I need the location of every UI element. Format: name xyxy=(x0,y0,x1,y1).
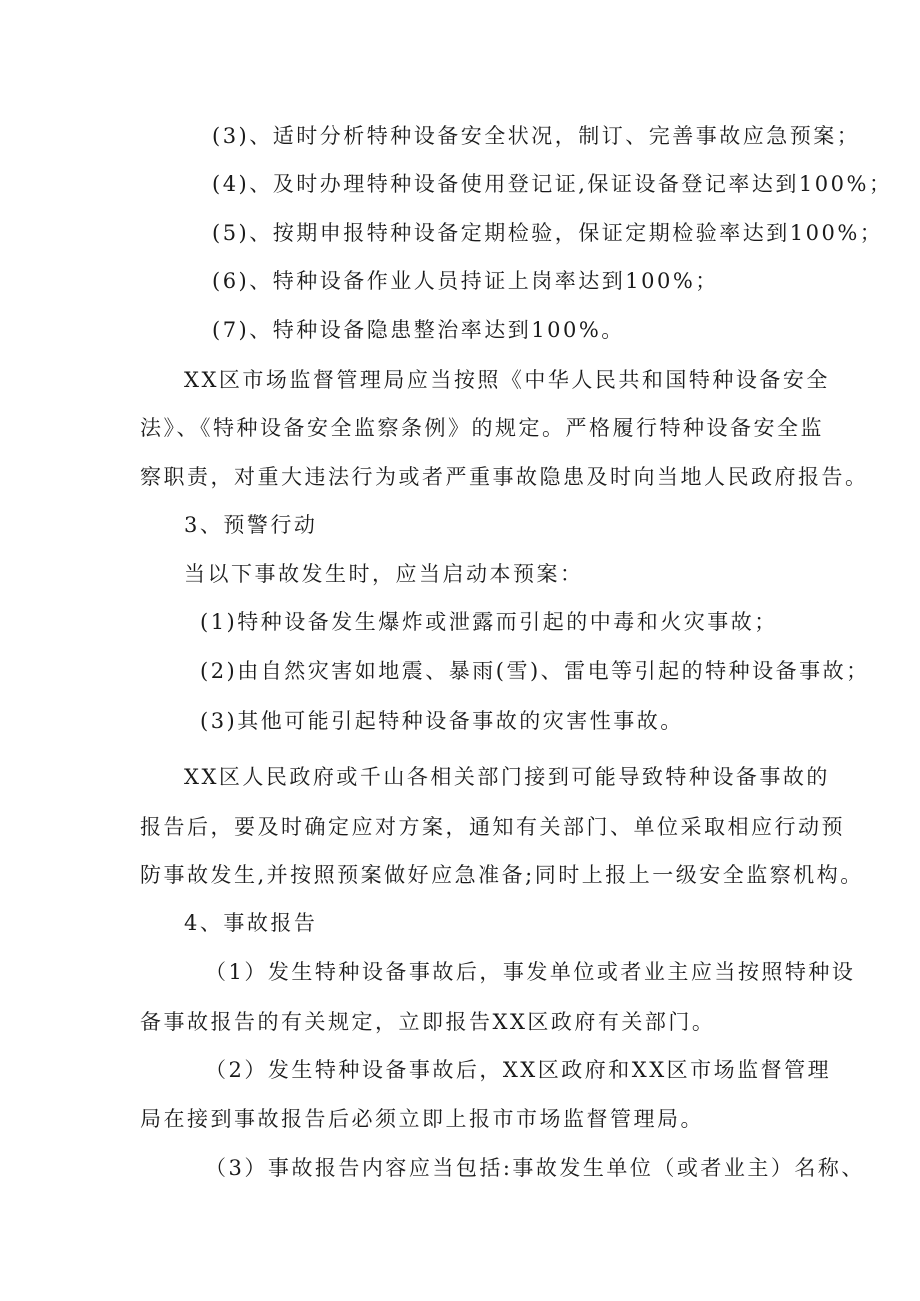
paragraph-line: XX区人民政府或千山各相关部门接到可能导致特种设备事故的 xyxy=(184,765,830,789)
report-item-line: 局在接到事故报告后必须立即上报市市场监督管理局。 xyxy=(140,1107,704,1131)
report-item-line: （1）发生特种设备事故后，事发单位或者业主应当按照特种设 xyxy=(205,960,856,984)
report-item-line: （3）事故报告内容应当包括:事故发生单位（或者业主）名称、 xyxy=(205,1156,865,1180)
list-item: (5)、按期申报特种设备定期检验，保证定期检验率达到100%； xyxy=(212,221,884,245)
section-heading: 4、事故报告 xyxy=(184,911,318,935)
list-item: (3)其他可能引起特种设备事故的灾害性事故。 xyxy=(200,709,684,733)
list-item: (3)、适时分析特种设备安全状况，制订、完善事故应急预案； xyxy=(212,124,861,148)
list-item: (4)、及时办理特种设备使用登记证,保证设备登记率达到100%； xyxy=(212,172,893,196)
paragraph-line: XX区市场监督管理局应当按照《中华人民共和国特种设备安全 xyxy=(184,368,830,392)
paragraph-line: 察职责，对重大违法行为或者严重事故隐患及时向当地人民政府报告。 xyxy=(140,465,869,489)
section-heading: 3、预警行动 xyxy=(184,513,318,537)
report-item-line: （2）发生特种设备事故后，XX区政府和XX区市场监督管理 xyxy=(205,1058,832,1082)
paragraph-line: 防事故发生,并按照预案做好应急准备;同时上报上一级安全监察机构。 xyxy=(140,863,864,887)
section-intro: 当以下事故发生时，应当启动本预案： xyxy=(184,562,584,586)
paragraph-line: 法》、《特种设备安全监察条例》的规定。严格履行特种设备安全监 xyxy=(140,416,824,440)
report-item-line: 备事故报告的有关规定，立即报告XX区政府有关部门。 xyxy=(140,1010,716,1034)
list-item: (1)特种设备发生爆炸或泄露而引起的中毒和火灾事故； xyxy=(200,610,778,634)
list-item: (6)、特种设备作业人员持证上岗率达到100%； xyxy=(212,269,719,293)
paragraph-line: 报告后，要及时确定应对方案，通知有关部门、单位采取相应行动预 xyxy=(140,815,845,839)
list-item: (2)由自然灾害如地震、暴雨(雪)、雷电等引起的特种设备事故； xyxy=(200,659,870,683)
list-item: (7)、特种设备隐患整治率达到100%。 xyxy=(212,318,625,342)
